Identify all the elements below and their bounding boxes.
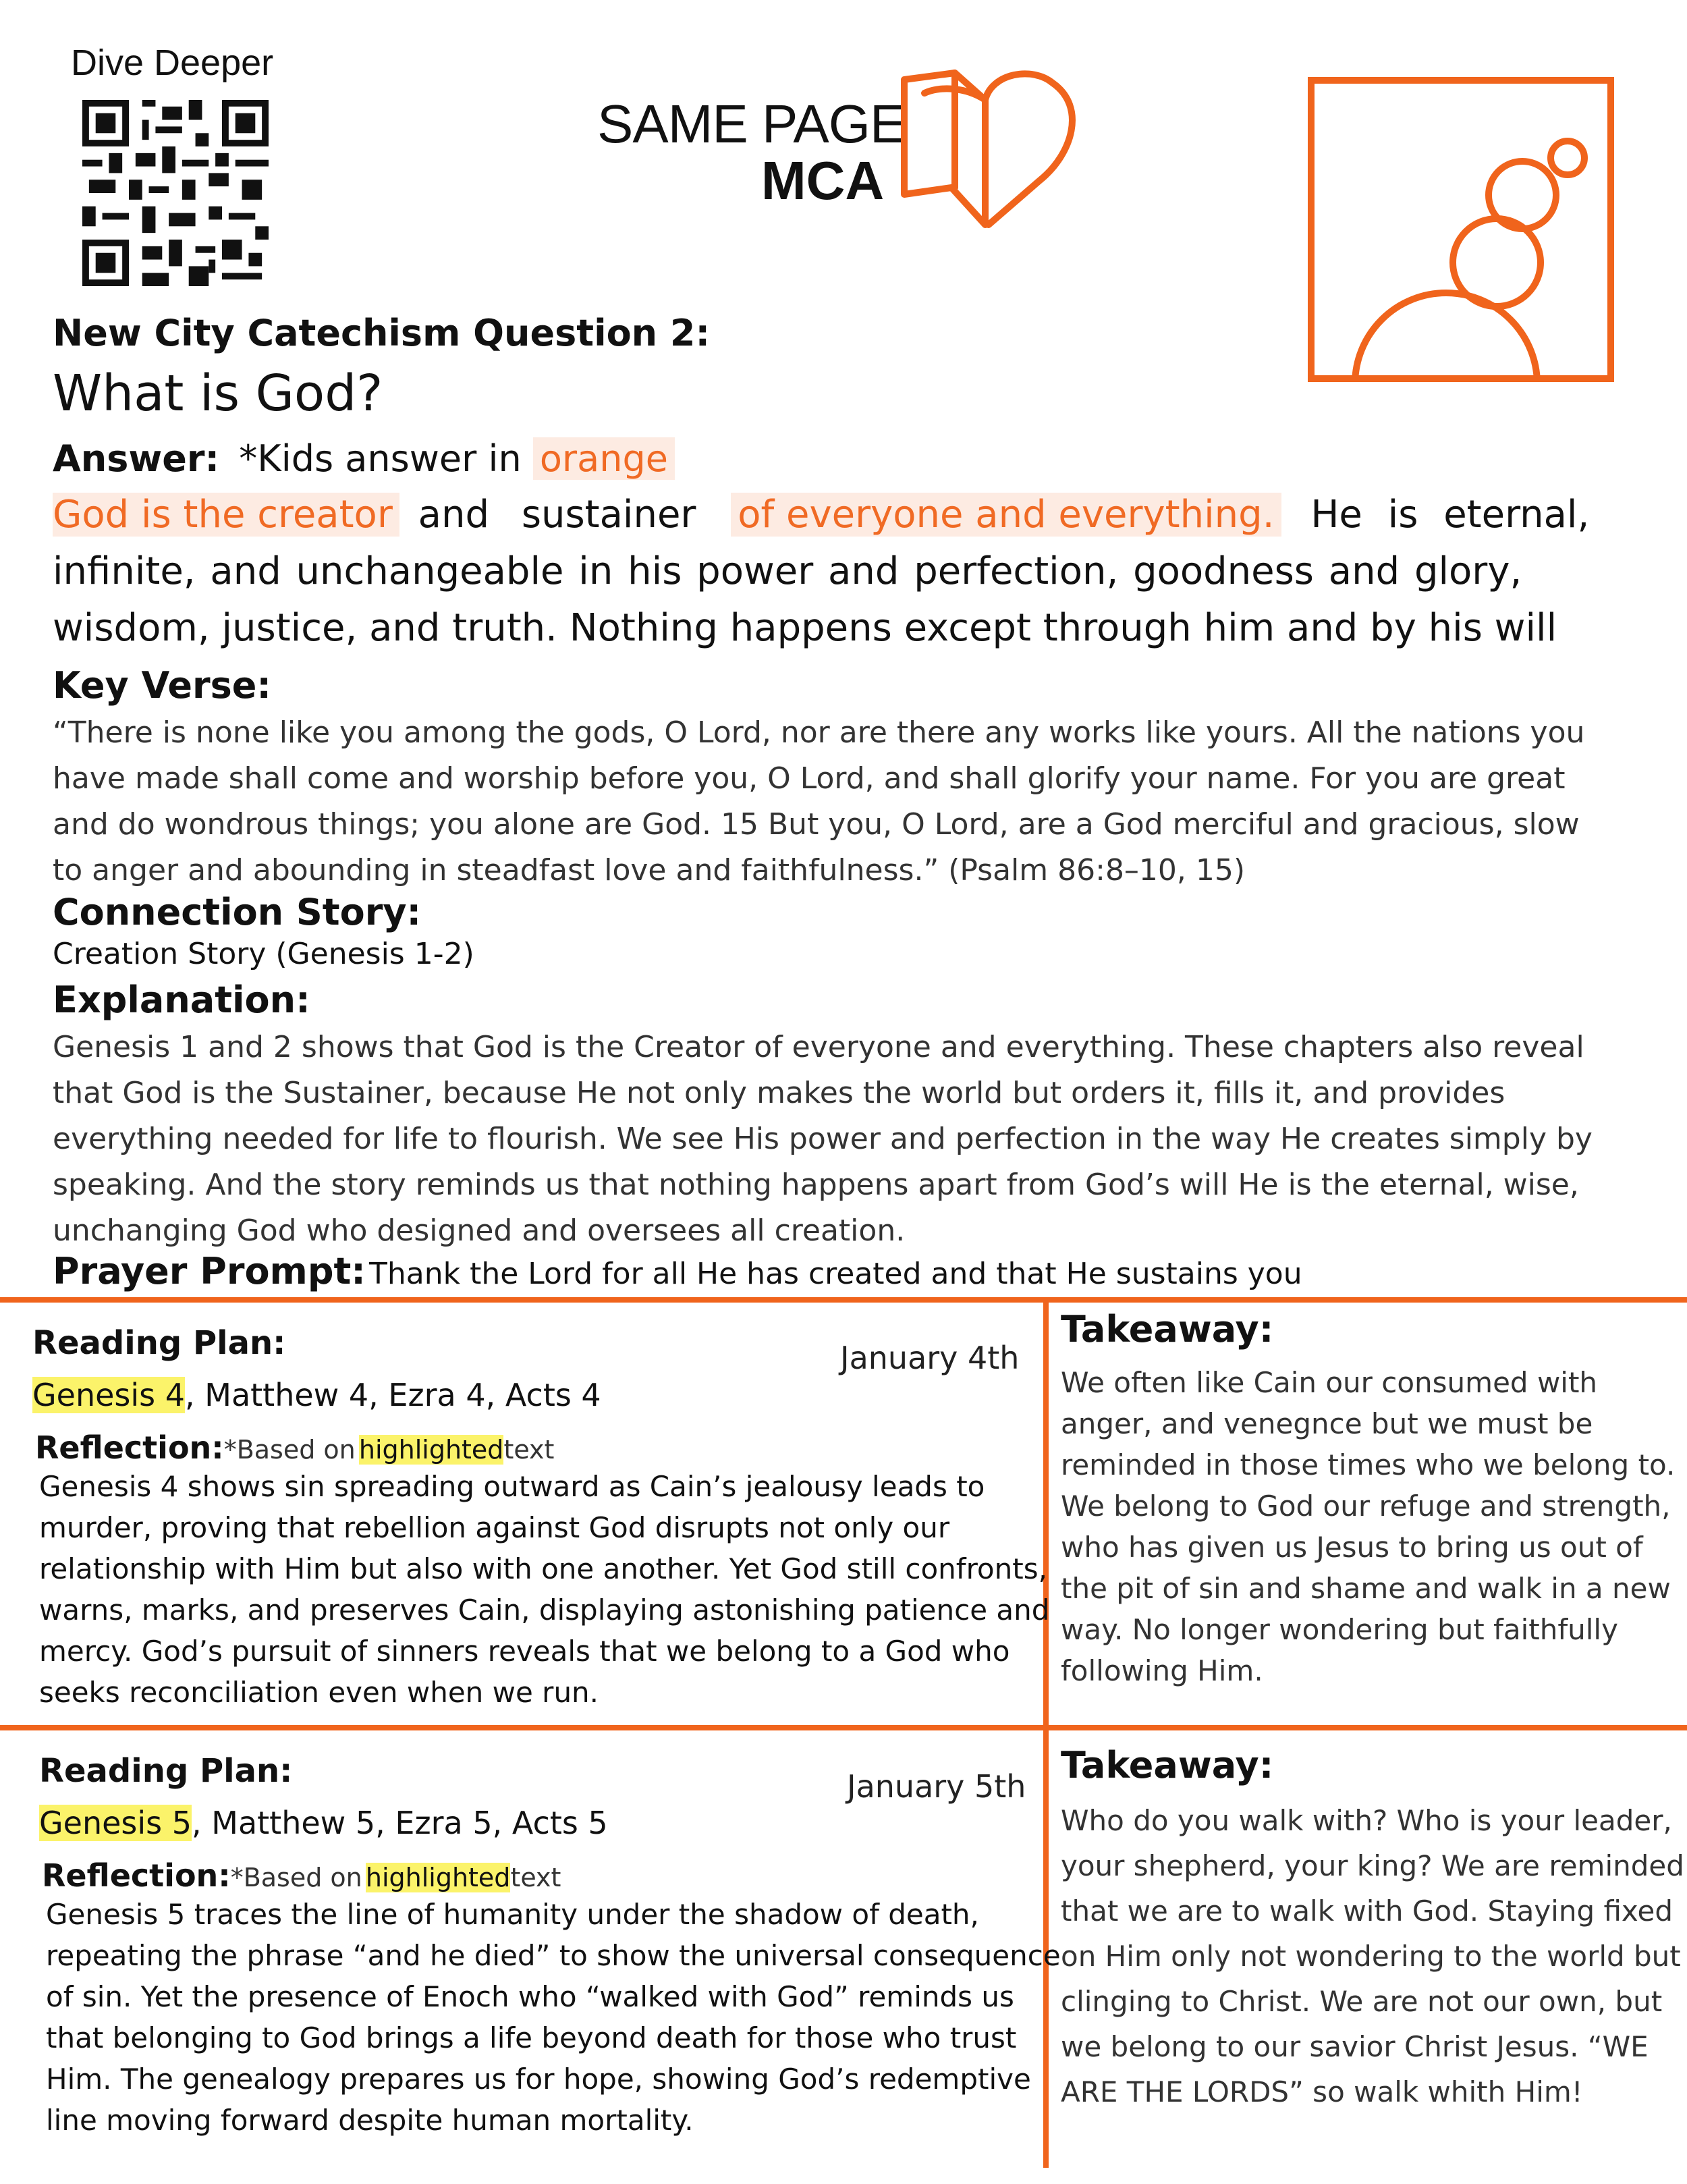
takeaway-line: we belong to our savior Christ Jesus. “WE [1061, 2030, 1649, 2063]
reflection-header [35, 1429, 554, 1466]
highlighted-book: Genesis 5 [39, 1805, 192, 1841]
reflection-line: warns, marks, and preserves Cain, displaying astonishing patience and [39, 1593, 1050, 1627]
reflection-line: murder, proving that rebellion against God disrupts not only our [39, 1511, 950, 1544]
reflection-line: Genesis 5 traces the line of humanity under the shadow of death, [46, 1898, 979, 1931]
connection-story-text: Creation Story (Genesis 1-2) [53, 937, 474, 971]
logo-wordmark-line2: MCA [761, 151, 885, 211]
takeaway-line: anger, and venegnce but we must be [1061, 1407, 1593, 1440]
key-verse-label: Key Verse: [53, 664, 271, 707]
bubbles-square-icon [1308, 77, 1614, 382]
reflection-line: relationship with Him but also with one another. Yet God still confronts, [39, 1552, 1047, 1585]
key-verse-line: have made shall come and worship before you, O Lord, and shall glorify your name. For you are great [53, 761, 1566, 796]
explanation-line: speaking. And the story reminds us that nothing happens apart from God’s will He is the eternal, wise, [53, 1168, 1579, 1202]
connection-story-label: Connection Story: [53, 891, 422, 933]
explanation-line: that God is the Sustainer, because He not only makes the world but orders it, fills it, and provides [53, 1076, 1505, 1110]
reading-plan-label: Reading Plan: [32, 1324, 286, 1362]
prayer-prompt [53, 1250, 1302, 1292]
reflection-text [39, 1466, 1049, 1713]
divider-middle [0, 1725, 1687, 1730]
answer-mid-1: and sustainer [418, 493, 696, 537]
takeaway-text [1061, 1362, 1675, 1691]
takeaway-line: Who do you walk with? Who is your leader, [1061, 1804, 1672, 1837]
highlighted-book: Genesis 4 [32, 1377, 186, 1413]
takeaway-line: ARE THE LORDS” so walk whith Him! [1061, 2075, 1583, 2108]
answer-note: *Kids answer in [239, 437, 522, 480]
explanation-line: Genesis 1 and 2 shows that God is the Creator of everyone and everything. These chapters also reveal [53, 1030, 1584, 1064]
answer-line-2: infinite, and unchangeable in his power and perfection, goodness and glory, [53, 549, 1522, 593]
takeaway-line: reminded in those times who we belong to. [1061, 1448, 1676, 1481]
reading-date: January 4th [840, 1340, 1020, 1376]
explanation-line: everything needed for life to flourish. We see His power and perfection in the way He creates simply by [53, 1122, 1593, 1156]
logo-wordmark-line1: SAME PAGE [597, 94, 906, 154]
answer-line-3: wisdom, justice, and truth. Nothing happens except through him and by his will [53, 606, 1557, 650]
reflection-line: seeks reconciliation even when we run. [39, 1676, 599, 1709]
divider-top [0, 1297, 1687, 1303]
explanation-label: Explanation: [53, 979, 310, 1021]
reflection-text [46, 1894, 1061, 2141]
reflection-line: mercy. God’s pursuit of sinners reveals that we belong to a God who [39, 1635, 1010, 1668]
reading-plan-label: Reading Plan: [39, 1752, 293, 1790]
reflection-note-highlight: highlighted [358, 1435, 504, 1465]
reflection-line: Genesis 4 shows sin spreading outward as Cain’s jealousy leads to [39, 1470, 985, 1503]
answer-kids-part-1: God is the creator [53, 493, 399, 537]
reflection-note-end: text [503, 1435, 555, 1465]
reflection-note: *Based on [223, 1435, 356, 1465]
reflection-line: repeating the phrase “and he died” to show the universal consequence [46, 1939, 1061, 1972]
key-verse-text [53, 710, 1584, 894]
reflection-note-end: text [510, 1863, 561, 1892]
answer-line-1 [53, 493, 1590, 537]
question-label: New City Catechism Question 2: [53, 312, 711, 354]
reflection-label: Reflection: [35, 1429, 224, 1466]
key-verse-line: to anger and abounding in steadfast love and faithfulness.” (Psalm 86:8–10, 15) [53, 853, 1246, 888]
explanation-text [53, 1025, 1593, 1254]
takeaway-line: on Him only not wondering to the world but [1061, 1940, 1681, 1973]
takeaway-line: that we are to walk with God. Staying fixed [1061, 1894, 1673, 1928]
answer-note-color-word: orange [533, 437, 675, 480]
answer-rest-1: He is eternal, [1310, 493, 1590, 537]
other-books: , Matthew 4, Ezra 4, Acts 4 [185, 1377, 601, 1413]
prayer-prompt-label: Prayer Prompt: [53, 1250, 366, 1292]
book-heart-logo-icon [891, 53, 1086, 235]
other-books: , Matthew 5, Ezra 5, Acts 5 [192, 1805, 608, 1841]
question-title: What is God? [53, 364, 383, 422]
key-verse-line: “There is none like you among the gods, O Lord, nor are there any works like yours. All the nations you [53, 715, 1585, 750]
reflection-line: that belonging to God brings a life beyond death for those who trust [46, 2021, 1017, 2054]
explanation-line: unchanging God who designed and oversees all creation. [53, 1213, 906, 1248]
key-verse-line: and do wondrous things; you alone are God. 15 But you, O Lord, are a God merciful and gracious, slow [53, 807, 1580, 842]
takeaway-line: your shepherd, your king? We are reminded [1061, 1849, 1684, 1882]
dive-deeper-label: Dive Deeper [71, 43, 274, 83]
answer-kids-part-2: of everyone and everything. [731, 493, 1281, 537]
reflection-label: Reflection: [42, 1857, 231, 1894]
reading-books [39, 1805, 608, 1841]
reading-books [32, 1377, 601, 1413]
reflection-line: line moving forward despite human mortality. [46, 2104, 694, 2137]
takeaway-text [1061, 1798, 1684, 2114]
qr-code-icon[interactable] [81, 100, 270, 286]
reflection-header [42, 1857, 561, 1894]
reflection-line: Him. The genealogy prepares us for hope, showing God’s redemptive [46, 2063, 1031, 2096]
reflection-line: of sin. Yet the presence of Enoch who “walked with God” reminds us [46, 1980, 1014, 2013]
takeaway-line: who has given us Jesus to bring us out of [1061, 1531, 1643, 1564]
reflection-note: *Based on [230, 1863, 362, 1892]
takeaway-line: clinging to Christ. We are not our own, but [1061, 1985, 1663, 2018]
takeaway-label: Takeaway: [1061, 1308, 1274, 1350]
answer-label: Answer: [53, 437, 220, 480]
takeaway-line: We often like Cain our consumed with [1061, 1366, 1598, 1399]
prayer-prompt-text: Thank the Lord for all He has created and that He sustains you [368, 1257, 1302, 1291]
takeaway-line: the pit of sin and shame and walk in a new [1061, 1572, 1671, 1605]
takeaway-line: following Him. [1061, 1654, 1263, 1687]
answer-header [53, 437, 675, 480]
reflection-note-highlight: highlighted [365, 1863, 511, 1892]
takeaway-line: We belong to God our refuge and strength, [1061, 1490, 1671, 1523]
reading-date: January 5th [847, 1768, 1026, 1805]
takeaway-line: way. No longer wondering but faithfully [1061, 1613, 1618, 1646]
takeaway-label: Takeaway: [1061, 1744, 1274, 1786]
